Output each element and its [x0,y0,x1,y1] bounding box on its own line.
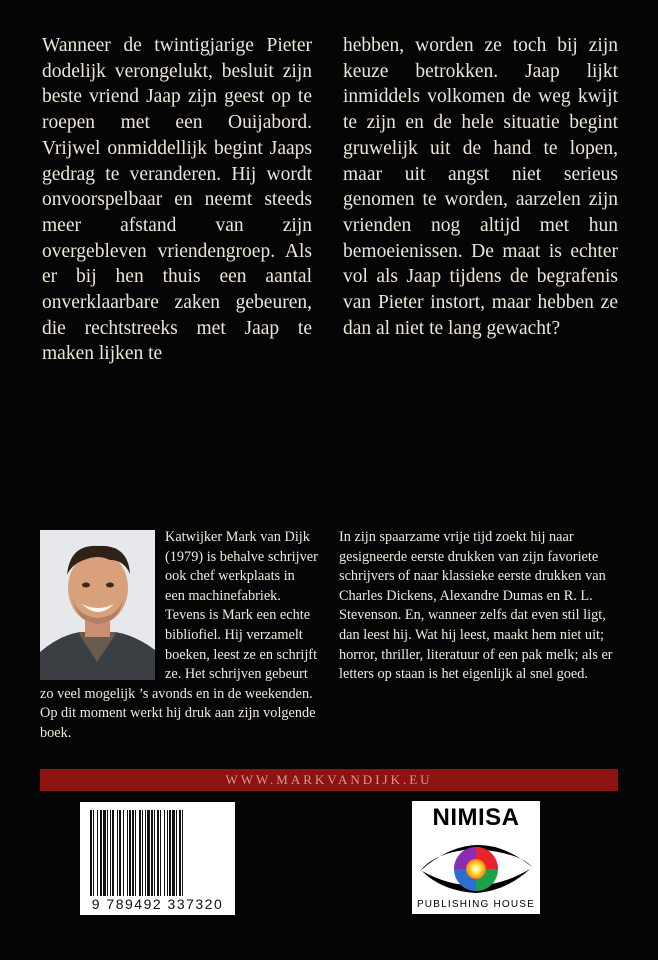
blurb-column-right [343,33,618,341]
isbn-number: 9 789492 337320 [91,896,224,912]
author-bio-left [40,528,318,744]
blurb-text-left: Wanneer de twintigjarige Pieter dodelijk verongelukt, besluit zijn beste vriend Jaap zijn geest op te roepen met een Ouijabord. Vrijwel onmiddellijk begint Jaaps gedrag te veranderen. Hij wordt onvoorspelbaar en neemt steeds meer afstand van zijn overgebleven vriendengroep. Als er bij hen thuis een aantal onverklaarbare zaken gebeuren, die rechtstreeks met Jaap te maken lijken te [42,35,312,365]
eye-logo-icon [418,831,534,897]
publisher-logo [412,801,540,914]
website-bar [40,769,618,791]
author-bio-right-text: In zijn spaarzame vrije tijd zoekt hij naar gesigneerde eerste drukken van zijn favoriete schrijvers of naar klassieke eerste drukken van Charles Dickens, Alexandre Dumas en R. L. Stevenson. En, wanneer zelfs dat even stil ligt, dan leest hij. Wat hij leest, maakt hem niet uit; horror, thriller, literatuur of een pak melk; als er letters op staan is het eigenlijk al snel goed. [339,529,613,683]
barcode-icon [88,810,227,896]
author-bio-right [339,528,622,685]
publisher-subtitle: PUBLISHING HOUSE [416,899,536,910]
author-bio-left-text: Katwijker Mark van Dijk (1979) is behalve schrijver ook chef werkplaats in een machinefabriek. Tevens is Mark een echte bibliofiel. Hij verzamelt boeken, leest ze en schrijft ze. Het schrijven gebeurt zo veel mogelijk ’s avonds en in de weekenden. Op dit moment werkt hij druk aan zijn volgende boek. [40,529,318,741]
website-url: WWW.MARKVANDIJK.EU [225,772,433,787]
blurb-column-left [42,33,312,367]
publisher-name: NIMISA [432,804,520,831]
blurb-text-right: hebben, worden ze toch bij zijn keuze betrokken. Jaap lijkt inmiddels volkomen de weg kwijt te zijn en de hele situatie begint gruwelijk uit de hand te lopen, maar uit angst niet serieus genomen te worden, aarzelen zijn vrienden nog altijd met hun bemoeienissen. De maat is echter vol als Jaap tijdens de begrafenis van Pieter instort, maar hebben ze dan al niet te lang gewacht? [343,35,618,339]
isbn-barcode [80,802,235,915]
